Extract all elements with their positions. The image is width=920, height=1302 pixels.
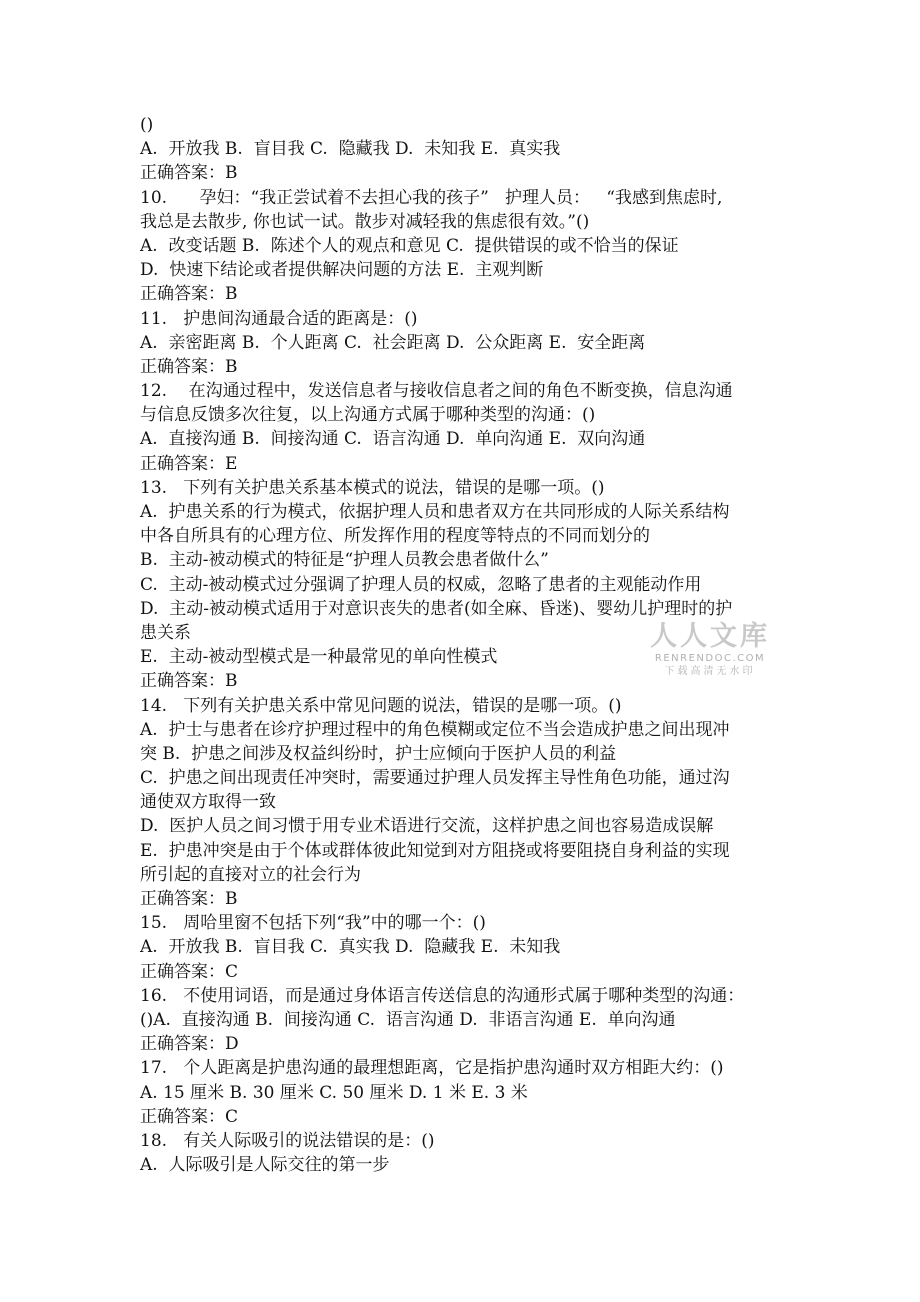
text-line: 18. 有关人际吸引的说法错误的是：()	[140, 1130, 435, 1151]
text-line: ()A. 直接沟通 B. 间接沟通 C. 语言沟通 D. 非语言沟通 E. 单向沟通	[140, 1009, 676, 1030]
text-line: 14. 下列有关护患关系中常见问题的说法，错误的是哪一项。()	[140, 695, 622, 716]
text-line: A. 人际吸引是人际交往的第一步	[140, 1155, 390, 1176]
text-line: 中各自所具有的心理方位、所发挥作用的程度等特点的不同而划分的	[140, 526, 650, 547]
text-line: 正确答案：B	[140, 284, 238, 305]
text-line: E. 护患冲突是由于个体或群体彼此知觉到对方阻挠或将要阻挠自身利益的实现	[140, 840, 730, 861]
text-line: 正确答案：D	[140, 1034, 239, 1055]
text-line: D. 主动-被动模式适用于对意识丧失的患者(如全麻、昏迷)、婴幼儿护理时的护	[140, 598, 733, 619]
text-line: 正确答案：B	[140, 671, 238, 692]
text-line: 17. 个人距离是护患沟通的最理想距离，它是指护患沟通时双方相距大约：()	[140, 1058, 724, 1079]
text-line: D. 快速下结论或者提供解决问题的方法 E. 主观判断	[140, 260, 544, 281]
text-line: A. 15 厘米 B. 30 厘米 C. 50 厘米 D. 1 米 E. 3 米	[140, 1082, 528, 1103]
text-line: 15. 周哈里窗不包括下列“我”中的哪一个：()	[140, 913, 486, 934]
text-line: C. 主动-被动模式过分强调了护理人员的权威，忽略了患者的主观能动作用	[140, 574, 702, 595]
text-line: 所引起的直接对立的社会行为	[140, 864, 361, 885]
text-line: 11. 护患间沟通最合适的距离是：()	[140, 308, 418, 329]
text-line: E. 主动-被动型模式是一种最常见的单向性模式	[140, 647, 498, 668]
text-line: A. 直接沟通 B. 间接沟通 C. 语言沟通 D. 单向沟通 E. 双向沟通	[140, 429, 646, 450]
text-line: A. 开放我 B. 盲目我 C. 隐藏我 D. 未知我 E. 真实我	[140, 139, 561, 160]
text-line: ()	[140, 115, 154, 135]
text-line: 患关系	[140, 622, 191, 643]
text-line: 正确答案：C	[140, 1106, 239, 1127]
text-line: 正确答案：B	[140, 356, 238, 377]
watermark-tagline: 下载高清无水印	[664, 666, 756, 677]
text-line: A. 护士与患者在诊疗护理过程中的角色模糊或定位不当会造成护患之间出现冲	[140, 719, 730, 740]
text-line: 10. 孕妇：“我正尝试着不去担心我的孩子” 护理人员： “我感到焦虑时,	[140, 187, 723, 208]
watermark-logo	[640, 622, 780, 682]
text-line: B. 主动-被动模式的特征是“护理人员教会患者做什么”	[140, 550, 549, 571]
text-line: A. 亲密距离 B. 个人距离 C. 社会距离 D. 公众距离 E. 安全距离	[140, 332, 646, 353]
text-line: 正确答案：E	[140, 453, 238, 474]
text-line: 13. 下列有关护患关系基本模式的说法，错误的是哪一项。()	[140, 477, 605, 498]
text-line: D. 医护人员之间习惯于用专业术语进行交流，这样护患之间也容易造成误解	[140, 816, 714, 837]
text-line: A. 护患关系的行为模式，依据护理人员和患者双方在共同形成的人际关系结构	[140, 502, 730, 522]
text-line: 与信息反馈多次往复，以上沟通方式属于哪种类型的沟通：()	[140, 405, 596, 426]
text-line: 通使双方取得一致	[140, 792, 276, 813]
watermark-domain: RENRENDOC.COM	[654, 653, 766, 664]
text-line: 12. 在沟通过程中，发送信息者与接收信息者之间的角色不断变换，信息沟通	[140, 381, 733, 402]
text-line: A. 改变话题 B. 陈述个人的观点和意见 C. 提供错误的或不恰当的保证	[140, 235, 679, 256]
text-line: 16. 不使用词语，而是通过身体语言传送信息的沟通形式属于哪种类型的沟通：	[140, 985, 745, 1006]
text-line: C. 护患之间出现责任冲突时，需要通过护理人员发挥主导性角色功能，通过沟	[140, 768, 730, 789]
text-line: A. 开放我 B. 盲目我 C. 真实我 D. 隐藏我 E. 未知我	[140, 937, 561, 958]
text-line: 正确答案：B	[140, 889, 238, 909]
text-line: 我总是去散步, 你也试一试。散步对减轻我的焦虑很有效。”()	[140, 211, 590, 232]
text-line: 突 B. 护患之间涉及权益纠纷时，护士应倾向于医护人员的利益	[140, 743, 617, 764]
text-line: 正确答案：C	[140, 961, 239, 982]
text-line: 正确答案：B	[140, 163, 238, 184]
watermark-title: 人人文库	[650, 621, 770, 652]
